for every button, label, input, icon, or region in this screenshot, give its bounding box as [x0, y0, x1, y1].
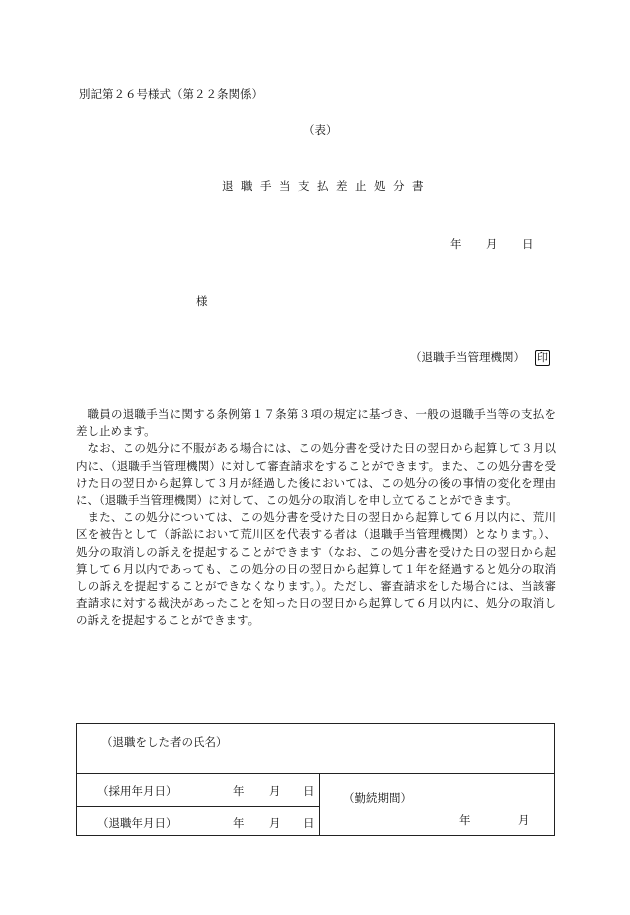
addressee-suffix: 様 — [196, 294, 208, 308]
date-day: 日 — [522, 237, 534, 251]
service-months: 月 — [518, 813, 530, 827]
seal-mark: 印 — [537, 351, 548, 364]
body-paragraph: 職員の退職手当に関する条例第１７条第３項の規定に基づき、一般の退職手当等の支払を差し止めます。 — [76, 407, 556, 439]
hire-day: 日 — [303, 784, 315, 798]
name-label: （退職をした者の氏名） — [101, 735, 228, 749]
table-divider — [77, 806, 319, 807]
retire-year: 年 — [233, 816, 245, 830]
date-year: 年 — [450, 237, 462, 251]
retire-month: 月 — [269, 816, 281, 830]
issuer — [410, 349, 550, 366]
body-paragraph: なお、この処分に不服がある場合には、この処分書を受けた日の翌日から起算して３月以内に、（退職手当管理機関）に対して審査請求をすることができます。また、この処分書を受けた日の翌日から起算して３月が経過した後においては、この処分の後の事情の変化を理由に、（退職手当管理機関）に対して、この処分の取消しを申し立てることができます。 — [76, 441, 556, 508]
retire-date-label: （退職年月日） — [97, 816, 178, 830]
date-month: 月 — [486, 237, 498, 251]
body-paragraph: また、この処分については、この処分書を受けた日の翌日から起算して６月以内に、荒川区を被告として（訴訟において荒川区を代表する者は（退職手当管理機関）となります。）、処分の取消しの訴えを提起することができます（なお、この処分書を受けた日の翌日から起算して６月以内であっても、この処分の日の翌日から起算して１年を経過すると処分の取消しの訴えを提起することができなくなります。）。ただし、審査請求をした場合には、当該審査請求に対する裁決があったことを知った日の翌日から起算して６月以内に、処分の取消しの訴えを提起することができます。 — [76, 510, 556, 628]
form-number: 別記第２６号様式（第２２条関係） — [79, 87, 263, 101]
front-label: （表） — [303, 123, 338, 137]
body-text — [76, 406, 556, 630]
hire-month: 月 — [269, 784, 281, 798]
document-title: 退職手当支払差止処分書 — [222, 179, 431, 193]
table-divider — [77, 773, 554, 774]
record-table — [76, 723, 555, 836]
issuer-label: （退職手当管理機関） — [410, 350, 525, 364]
table-divider — [319, 773, 320, 835]
service-years: 年 — [459, 813, 471, 827]
service-period-label: （勤続期間） — [343, 791, 412, 805]
retire-day: 日 — [303, 816, 315, 830]
hire-date-label: （採用年月日） — [97, 784, 178, 798]
hire-year: 年 — [233, 784, 245, 798]
issue-date — [450, 236, 534, 252]
